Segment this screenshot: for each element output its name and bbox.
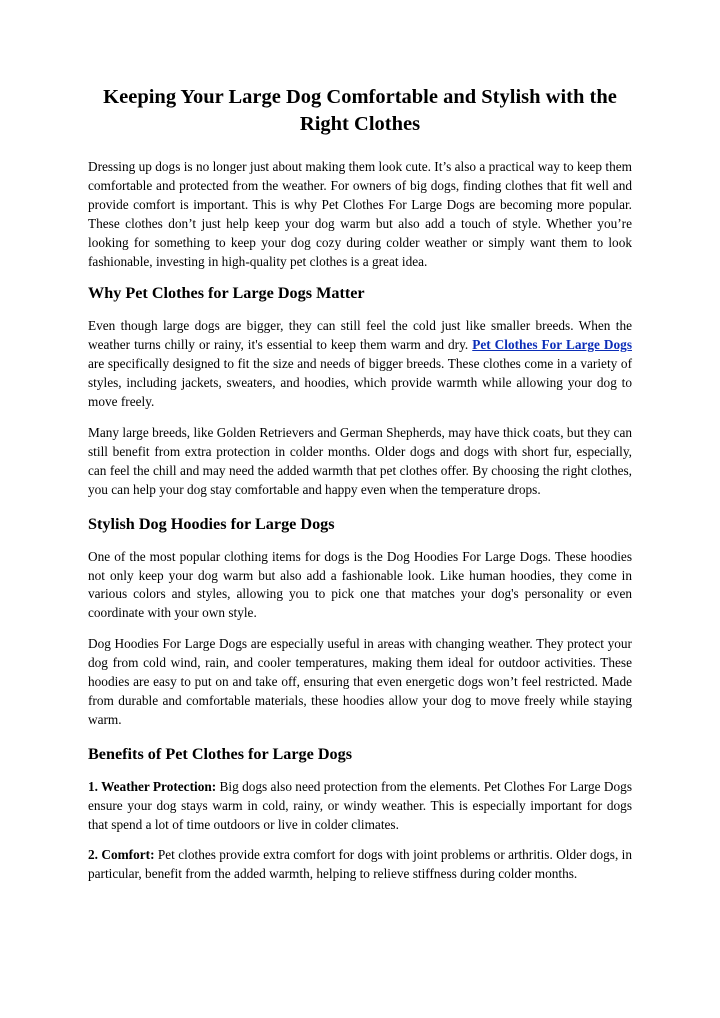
hoodies-paragraph-2: Dog Hoodies For Large Dogs are especially useful in areas with changing weather. They protect your dog from cold wind, rain, and cooler temperatures, making them ideal for outdoor activities. These hoodies are easy to put on and take off, ensuring that even energetic dogs won’t feel restricted. Made from durable and comfortable materials, these hoodies allow your dog to move freely while staying warm.	[88, 636, 632, 727]
pet-clothes-large-dogs-link[interactable]: Pet Clothes For Large Dogs	[472, 337, 632, 353]
why-matter-text-before: Even though large dogs are bigger, they can still feel the cold just like smaller breeds. When the weather turns chilly or rainy, it's essential to keep them warm and dry.	[88, 318, 632, 353]
page-title: Keeping Your Large Dog Comfortable and Stylish with the Right Clothes	[103, 86, 617, 135]
why-matter-text-after: are specifically designed to fit the size and needs of bigger breeds. These clothes come in a variety of styles, including jackets, sweaters, and hoodies, which provide warmth while allowing your dog to move freely.	[88, 356, 632, 410]
why-matter-paragraph-1	[88, 317, 632, 412]
benefit-label-comfort: 2. Comfort:	[88, 847, 155, 863]
why-matter-paragraph-2: Many large breeds, like Golden Retrievers and German Shepherds, may have thick coats, but they can still benefit from extra protection in colder months. Older dogs and dogs with short fur, especially, can feel the chill and may need the added warmth that pet clothes offer. By choosing the right clothes, you can help your dog stay comfortable and happy even when the temperature drops.	[88, 424, 632, 497]
section-heading-benefits: Benefits of Pet Clothes for Large Dogs	[88, 744, 353, 763]
document-page	[88, 84, 632, 896]
section-heading-why-matter: Why Pet Clothes for Large Dogs Matter	[88, 284, 365, 303]
section-heading-hoodies: Stylish Dog Hoodies for Large Dogs	[88, 514, 335, 533]
benefit-item-weather-protection	[88, 778, 632, 835]
intro-paragraph: Dressing up dogs is no longer just about making them look cute. It’s also a practical way to keep them comfortable and protected from the weather. For owners of big dogs, finding clothes that fit well and provide comfort is important. This is why Pet Clothes For Large Dogs are becoming more popular. These clothes don’t just help keep your dog warm but also add a touch of style. Whether you’re looking for something to keep your dog cozy during colder weather or simply want them to look fashionable, investing in high-quality pet clothes is a great idea.	[88, 159, 632, 269]
benefit-item-comfort	[88, 846, 632, 884]
benefit-text-comfort: Pet clothes provide extra comfort for dogs with joint problems or arthritis. Older dogs, in particular, benefit from the added warmth, helping to relieve stiffness during colder months.	[88, 847, 632, 882]
hoodies-paragraph-1: One of the most popular clothing items for dogs is the Dog Hoodies For Large Dogs. These hoodies not only keep your dog warm but also add a fashionable look. Like human hoodies, they come in various colors and styles, allowing you to pick one that matches your dog's personality or even coordinate with your own style.	[88, 548, 632, 621]
benefit-text-weather-protection: Big dogs also need protection from the elements. Pet Clothes For Large Dogs ensure your dog stays warm in cold, rainy, or windy weather. This is especially important for dogs that spend a lot of time outdoors or live in colder climates.	[88, 778, 632, 832]
benefit-label-weather-protection: 1. Weather Protection:	[88, 778, 217, 794]
